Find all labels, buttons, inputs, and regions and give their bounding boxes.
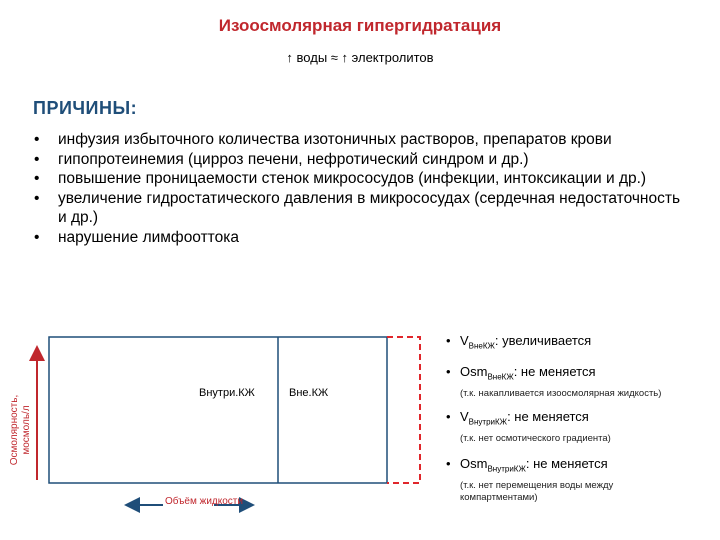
note-text: : не меняется: [507, 409, 589, 425]
note-explanation: (т.к. накапливается изоосмолярная жидкость): [460, 388, 662, 400]
extracellular-expansion-outline: [387, 337, 420, 483]
note-subscript: ВнутриКЖ: [468, 417, 508, 427]
causes-heading: ПРИЧИНЫ:: [33, 98, 138, 118]
cause-item: • повышение проницаемости стенок микрососудов (инфекции, интоксикации и др.): [32, 169, 692, 189]
x-axis-label: Объём жидкости: [165, 496, 243, 507]
note-symbol: Osm: [460, 455, 488, 471]
note-item: [446, 332, 716, 355]
cause-item: • увеличение гидростатического давления в микрососудах (сердечная недостаточность и др.): [32, 189, 692, 228]
y-axis-label-line2: мосмоль/л: [21, 405, 32, 455]
note-subscript: ВнеКЖ: [487, 372, 514, 382]
y-axis-label-line1: Осмолярность,: [9, 394, 20, 466]
note-symbol: Osm: [460, 363, 488, 379]
note-item: [446, 408, 716, 431]
note-item: [446, 455, 716, 478]
y-axis-label: [9, 375, 33, 485]
cause-item: • гипопротеинемия (цирроз печени, нефротический синдром и др.): [32, 150, 692, 170]
compartment-box: [49, 337, 387, 483]
note-explanation: (т.к. нет осмотического градиента): [460, 432, 611, 444]
page-subtitle: ↑ воды ≈ ↑ электролитов: [286, 50, 434, 65]
note-explanation: (т.к. нет перемещения воды между компартментами): [460, 480, 614, 504]
note-text: : увеличивается: [494, 333, 592, 348]
note-text: : не меняется: [525, 455, 608, 471]
note-symbol: V: [460, 333, 469, 348]
intracellular-label: Внутри.КЖ: [199, 387, 255, 399]
page-title: Изоосмолярная гипергидратация: [218, 16, 502, 35]
fluid-compartment-diagram: [0, 325, 440, 525]
note-item: [446, 363, 716, 386]
note-subscript: ВнутриКЖ: [487, 464, 526, 474]
note-symbol: V: [460, 409, 469, 425]
causes-list: [32, 130, 692, 247]
note-subscript: ВнеКЖ: [468, 341, 495, 351]
note-text: : не меняется: [513, 363, 596, 379]
notes-list: [446, 332, 716, 504]
cause-item: • нарушение лимфооттока: [32, 228, 692, 248]
extracellular-label: Вне.КЖ: [289, 387, 329, 399]
cause-item: • инфузия избыточного количества изотоничных растворов, препаратов крови: [32, 130, 692, 150]
